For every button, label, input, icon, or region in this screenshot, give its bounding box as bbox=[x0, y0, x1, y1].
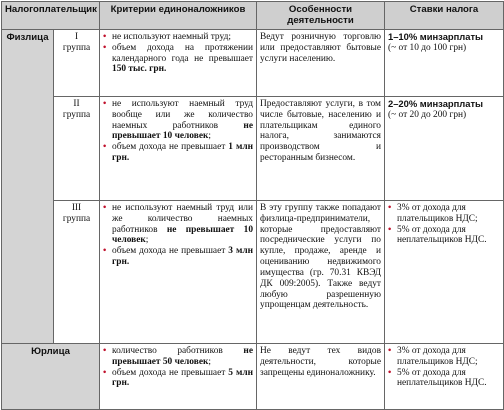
tax-table bbox=[1, 1, 504, 410]
criteria-item bbox=[103, 346, 253, 368]
criteria-cell bbox=[100, 344, 257, 410]
criteria-item bbox=[103, 368, 253, 390]
bullet-icon: • bbox=[103, 99, 107, 109]
criteria-item bbox=[103, 99, 253, 142]
group-number: III bbox=[71, 203, 82, 213]
criteria-emphasis: 5 млн грн. bbox=[112, 367, 253, 389]
criteria-cell bbox=[100, 97, 257, 201]
group-number: I bbox=[74, 32, 79, 42]
criteria-item bbox=[103, 203, 253, 246]
rate-item bbox=[388, 225, 500, 247]
rates-cell bbox=[385, 344, 504, 410]
rate-text: 3% от дохода для плательщиков НДС; bbox=[397, 203, 478, 224]
criteria-emphasis: 1 млн грн. bbox=[112, 142, 253, 164]
rate-text: 5% от дохода для неплательщиков НДС. bbox=[397, 224, 487, 246]
criteria-list bbox=[103, 99, 253, 164]
rate-item bbox=[388, 346, 500, 368]
features-cell: В эту группу также попадают физлица-предприниматели, которые предоставляют посреднические услуги по купле, продаже, аренде и оцениванию недвижимого имущества (гр. 70.31 КВЭД ДК 009:2005). Также ведут любую разрешенную упрощенцам деятельность. bbox=[257, 201, 385, 344]
bullet-icon: • bbox=[388, 224, 392, 235]
group-word: группа bbox=[62, 109, 91, 120]
criteria-cell bbox=[100, 201, 257, 344]
criteria-item bbox=[103, 142, 253, 164]
category-individuals: Физлица bbox=[2, 30, 54, 344]
group-label-2 bbox=[54, 97, 100, 201]
header-taxpayer: Налогоплательщик bbox=[2, 2, 100, 30]
bullet-icon: • bbox=[103, 346, 107, 356]
criteria-text: не используют наемный труд; bbox=[112, 32, 231, 42]
rates-cell bbox=[385, 30, 504, 97]
bullet-icon: • bbox=[103, 367, 107, 378]
criteria-list bbox=[103, 32, 253, 75]
criteria-list bbox=[103, 203, 253, 268]
rate-item bbox=[388, 368, 500, 390]
header-criteria: Критерии единоналожников bbox=[100, 2, 257, 30]
criteria-emphasis: 3 млн грн. bbox=[112, 246, 253, 268]
rate-main: 2–20% минзарплаты bbox=[388, 98, 484, 109]
criteria-text: объем дохода не превышает bbox=[112, 142, 229, 153]
criteria-item bbox=[103, 43, 253, 75]
group-label-3 bbox=[54, 201, 100, 344]
rate-sub: (~ от 20 до 200 грн) bbox=[388, 109, 467, 120]
bullet-icon: • bbox=[388, 203, 392, 213]
group-row-2 bbox=[2, 97, 504, 201]
rate-list bbox=[388, 203, 500, 246]
features-cell: Предоставляют услуги, в том числе бытовые, населению и плательщикам единого налога, занимаются производством и ресторанным бизнесом. bbox=[257, 97, 385, 201]
criteria-text: объем дохода на протяжении календарного года не превышает bbox=[112, 42, 253, 64]
rate-sub: (~ от 10 до 100 грн) bbox=[388, 42, 467, 53]
criteria-emphasis: не превышает 50 человек bbox=[112, 346, 253, 367]
header-row bbox=[2, 2, 504, 30]
criteria-emphasis: не превышает 10 человек bbox=[112, 224, 254, 246]
header-rates: Ставки налога bbox=[385, 2, 504, 30]
group-row-1 bbox=[2, 30, 504, 97]
bullet-icon: • bbox=[103, 142, 107, 153]
criteria-text: объем дохода не превышает bbox=[112, 367, 229, 378]
group-word: группа bbox=[62, 42, 91, 53]
group-number: II bbox=[73, 99, 80, 109]
criteria-list bbox=[103, 346, 253, 389]
criteria-item bbox=[103, 246, 253, 268]
criteria-text: ; bbox=[208, 131, 211, 142]
bullet-icon: • bbox=[103, 42, 107, 53]
rate-text: 5% от дохода для неплательщиков НДС. bbox=[397, 367, 487, 389]
bullet-icon: • bbox=[388, 346, 392, 356]
criteria-emphasis: не превышает 10 человек bbox=[112, 120, 253, 142]
group-word: группа bbox=[62, 213, 91, 224]
rates-cell bbox=[385, 201, 504, 344]
criteria-text: не используют наемный труд вообще или же количество наемных работников bbox=[112, 99, 253, 131]
bullet-icon: • bbox=[103, 246, 107, 257]
rate-item bbox=[388, 203, 500, 225]
features-cell: Ведут розничную торговлю или предоставляют бытовые услуги населению. bbox=[257, 30, 385, 97]
criteria-text: количество работников bbox=[112, 346, 244, 356]
category-legal-entities: Юрлица bbox=[2, 344, 100, 410]
criteria-item bbox=[103, 32, 253, 43]
bullet-icon: • bbox=[103, 32, 107, 42]
criteria-emphasis: 150 тыс. грн. bbox=[112, 64, 167, 75]
rate-list bbox=[388, 346, 500, 389]
bullet-icon: • bbox=[388, 367, 392, 378]
bullet-icon: • bbox=[103, 203, 107, 213]
legal-entities-row bbox=[2, 344, 504, 410]
rate-text: 3% от дохода для плательщиков НДС; bbox=[397, 346, 478, 367]
rate-main: 1–10% минзарплаты bbox=[388, 31, 484, 42]
group-label-1 bbox=[54, 30, 100, 97]
criteria-text: ; bbox=[145, 235, 149, 246]
header-features: Особенности деятельности bbox=[257, 2, 385, 30]
group-row-3 bbox=[2, 201, 504, 344]
rates-cell bbox=[385, 97, 504, 201]
criteria-text: объем дохода не превышает bbox=[112, 246, 229, 257]
criteria-text: ; bbox=[208, 356, 211, 367]
criteria-text: не используют наемный труд или же количество наемных работников bbox=[112, 203, 253, 235]
features-cell: Не ведут тех видов деятельности, которые запрещены единоналожнику. bbox=[257, 344, 385, 410]
criteria-cell bbox=[100, 30, 257, 97]
